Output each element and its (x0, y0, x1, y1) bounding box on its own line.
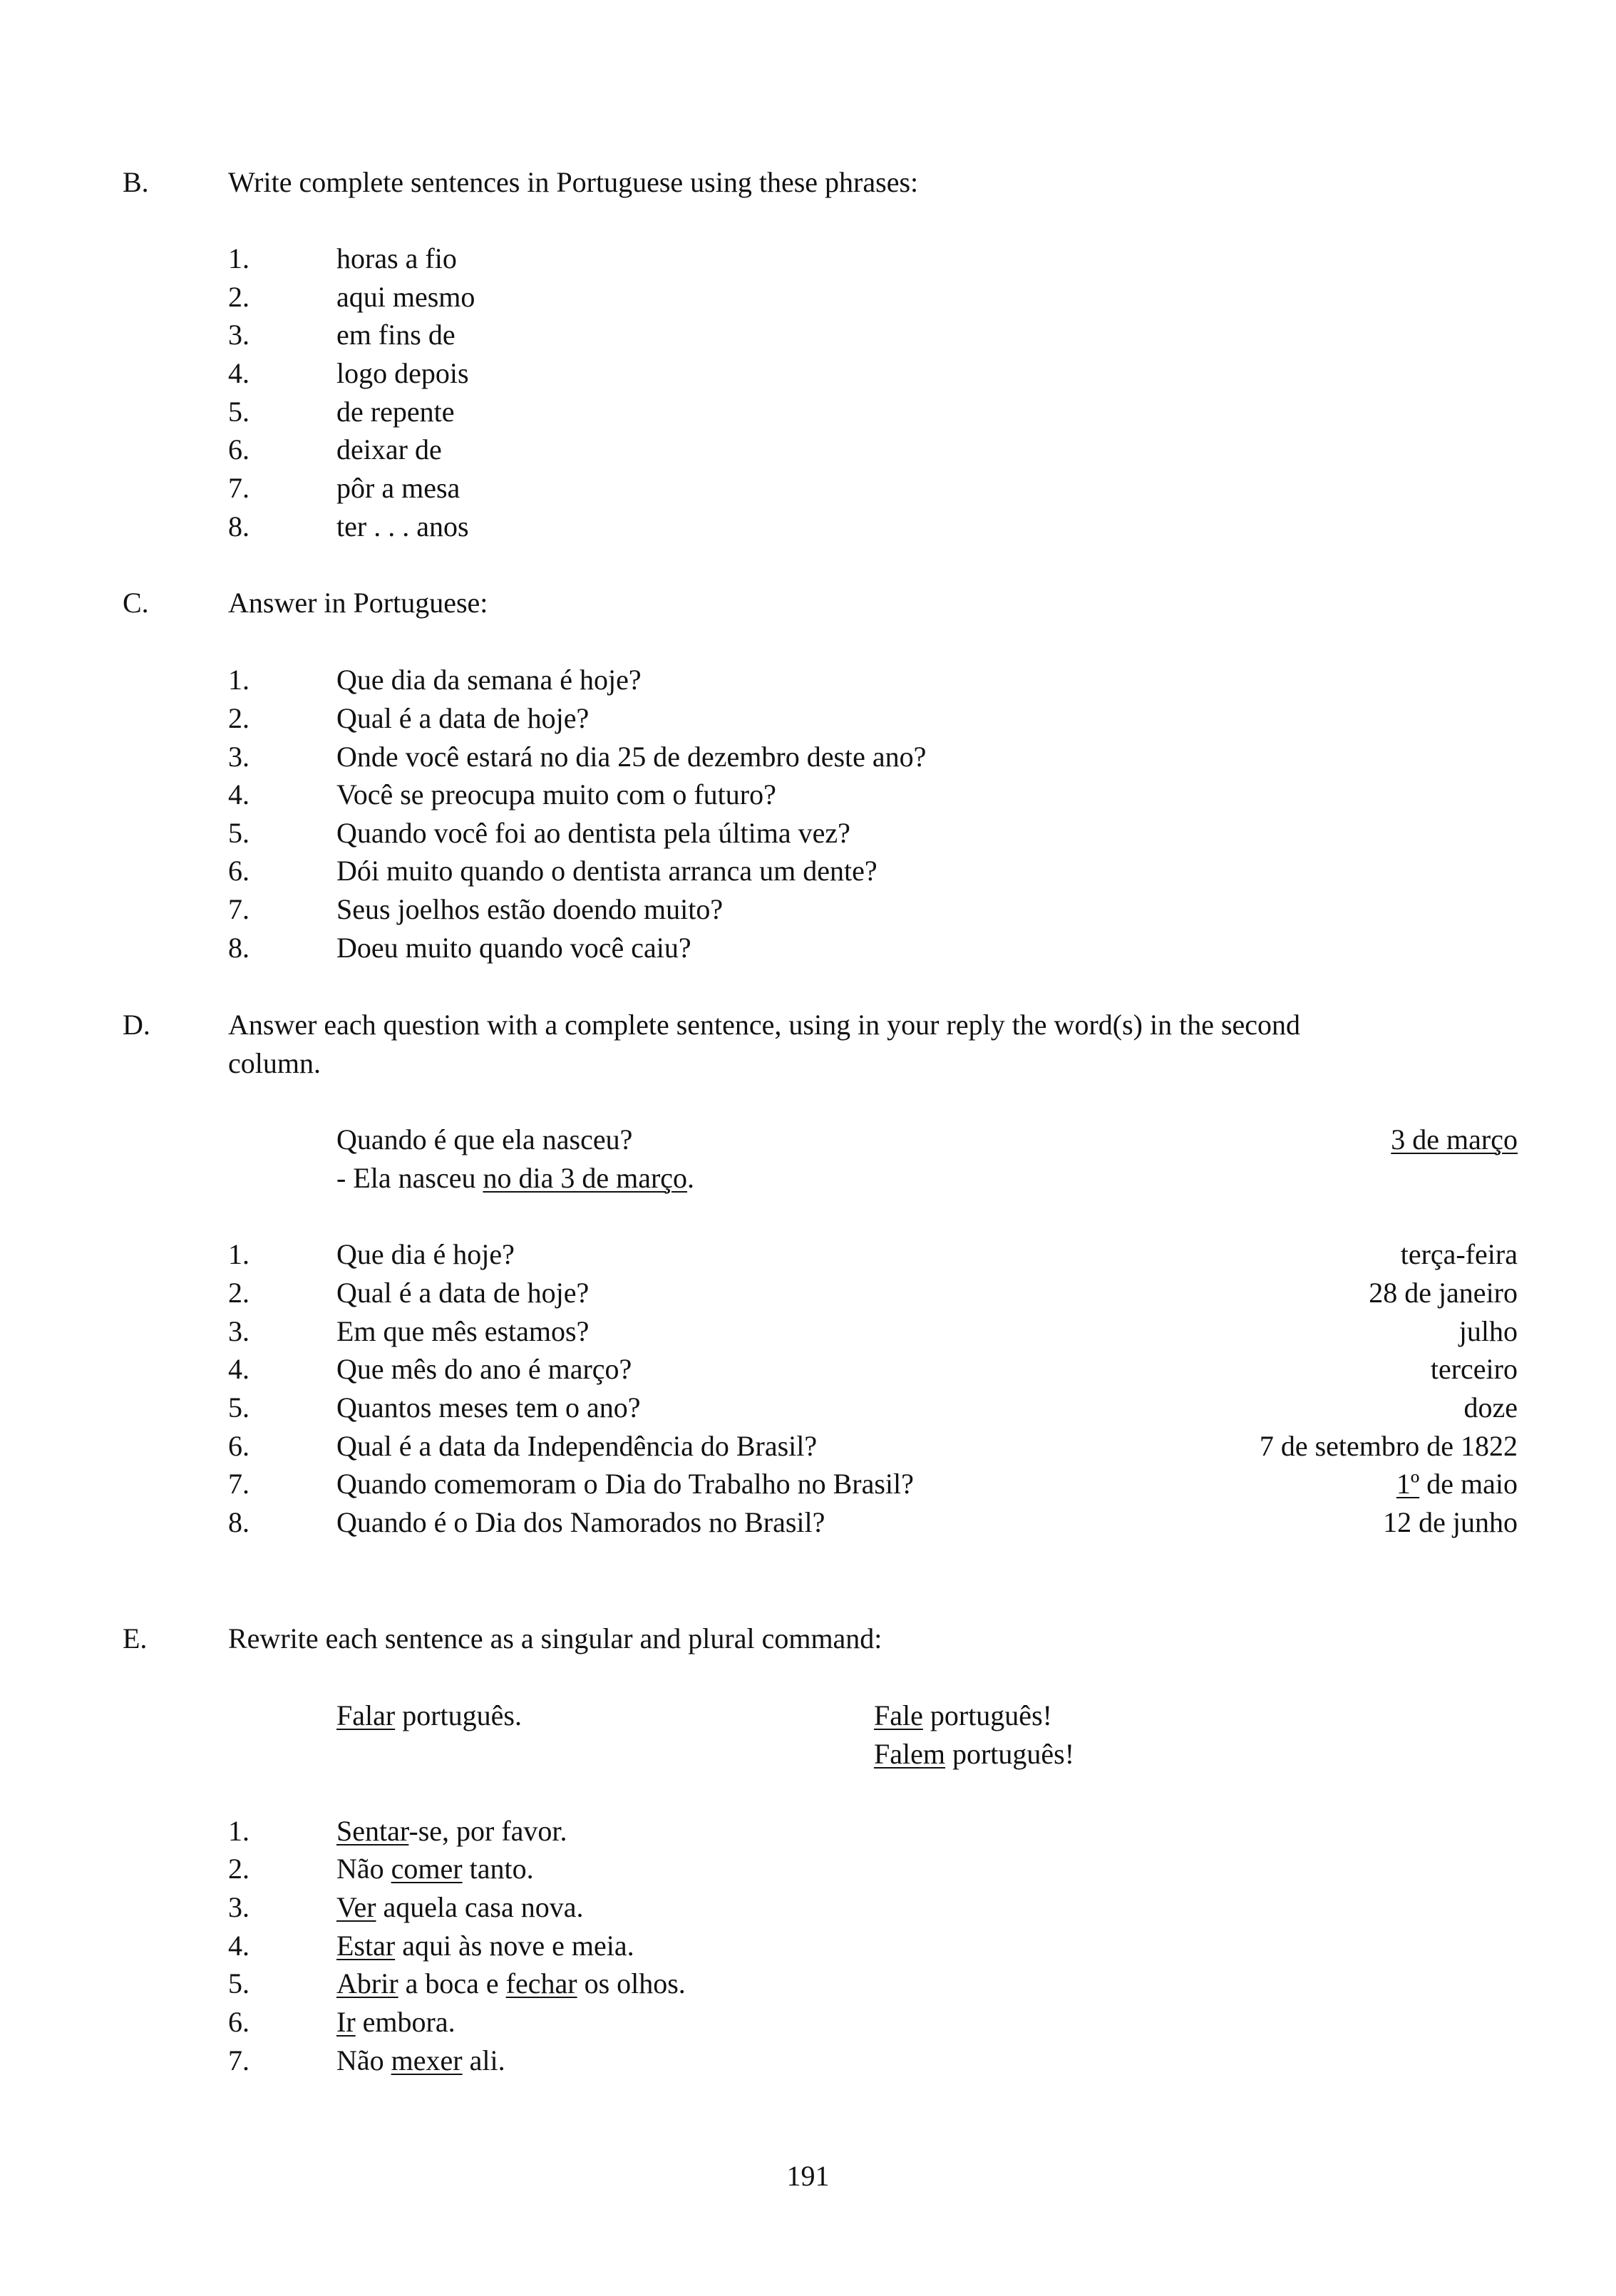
list-item-cue: 12 de junho (1383, 1506, 1518, 1538)
list-item-number: 7. (228, 893, 249, 925)
list-item: logo depois (336, 357, 469, 389)
section-c-instruction: Answer in Portuguese: (228, 587, 488, 619)
section-d-instruction-line2: column. (228, 1047, 321, 1079)
list-item: Estar aqui às nove e meia. (336, 1930, 634, 1962)
list-item: Em que mês estamos? (336, 1315, 590, 1347)
list-item-cue: doze (1463, 1391, 1518, 1424)
list-item-number: 7. (228, 1468, 249, 1500)
section-e-example-singular: Fale português! (874, 1699, 1052, 1731)
section-b-letter: B. (123, 166, 149, 198)
list-item-number: 1. (228, 242, 249, 274)
list-item-number: 5. (228, 817, 249, 849)
list-item: Quando você foi ao dentista pela última vez? (336, 817, 850, 849)
list-item-number: 8. (228, 1506, 249, 1538)
section-e-letter: E. (123, 1622, 148, 1654)
list-item: em fins de (336, 319, 456, 351)
list-item: Qual é a data de hoje? (336, 1277, 590, 1309)
section-d-instruction-line1: Answer each question with a complete sentence, using in your reply the word(s) in the second (228, 1009, 1301, 1041)
list-item: Quando é o Dia dos Namorados no Brasil? (336, 1506, 825, 1538)
list-item-number: 3. (228, 741, 249, 773)
list-item-cue: julho (1458, 1315, 1518, 1347)
list-item: Que dia é hoje? (336, 1238, 515, 1270)
list-item-number: 2. (228, 1277, 249, 1309)
section-e-example-plural: Falem português! (874, 1738, 1075, 1770)
list-item-number: 1. (228, 664, 249, 696)
list-item-cue: 7 de setembro de 1822 (1259, 1430, 1518, 1462)
list-item: Dói muito quando o dentista arranca um dente? (336, 855, 878, 887)
list-item-number: 4. (228, 1353, 249, 1385)
list-item: Ir embora. (336, 2006, 456, 2038)
list-item-number: 4. (228, 1930, 249, 1962)
list-item-cue: 1º de maio (1396, 1468, 1518, 1500)
section-d-example-cue: 3 de março (1391, 1123, 1518, 1155)
list-item-number: 3. (228, 1315, 249, 1347)
list-item: deixar de (336, 433, 442, 465)
list-item-number: 5. (228, 1391, 249, 1424)
section-d-letter: D. (123, 1009, 150, 1041)
list-item: ter . . . anos (336, 510, 469, 542)
list-item: Não comer tanto. (336, 1853, 534, 1885)
section-e-example-sentence: Falar português. (336, 1699, 522, 1731)
list-item: de repente (336, 396, 455, 428)
list-item-number: 6. (228, 1430, 249, 1462)
section-c-letter: C. (123, 587, 149, 619)
list-item-number: 3. (228, 319, 249, 351)
list-item: aqui mesmo (336, 281, 475, 313)
list-item: Qual é a data de hoje? (336, 702, 590, 734)
list-item: Doeu muito quando você caiu? (336, 932, 691, 964)
list-item-number: 1. (228, 1815, 249, 1847)
list-item: pôr a mesa (336, 472, 460, 504)
list-item: Não mexer ali. (336, 2044, 505, 2076)
section-b-instruction: Write complete sentences in Portuguese using these phrases: (228, 166, 919, 198)
list-item-cue: terceiro (1430, 1353, 1518, 1385)
list-item-number: 7. (228, 2044, 249, 2076)
list-item-number: 5. (228, 396, 249, 428)
list-item: Que mês do ano é março? (336, 1353, 632, 1385)
list-item-cue: terça-feira (1400, 1238, 1518, 1270)
section-d-example-question: Quando é que ela nasceu? (336, 1123, 633, 1155)
list-item: Você se preocupa muito com o futuro? (336, 778, 776, 810)
list-item-number: 4. (228, 778, 249, 810)
list-item-number: 3. (228, 1891, 249, 1923)
list-item-number: 8. (228, 510, 249, 542)
list-item-number: 2. (228, 1853, 249, 1885)
list-item-number: 4. (228, 357, 249, 389)
list-item: Qual é a data da Independência do Brasil? (336, 1430, 818, 1462)
list-item-number: 6. (228, 855, 249, 887)
list-item: Onde você estará no dia 25 de dezembro deste ano? (336, 741, 927, 773)
list-item-number: 1. (228, 1238, 249, 1270)
list-item-number: 7. (228, 472, 249, 504)
list-item: Abrir a boca e fechar os olhos. (336, 1967, 686, 1999)
list-item-number: 6. (228, 2006, 249, 2038)
list-item: Quantos meses tem o ano? (336, 1391, 641, 1424)
list-item-cue: 28 de janeiro (1369, 1277, 1518, 1309)
page-number: 191 (786, 2160, 830, 2192)
list-item: Sentar-se, por favor. (336, 1815, 567, 1847)
list-item-number: 6. (228, 433, 249, 465)
list-item-number: 8. (228, 932, 249, 964)
section-e-instruction: Rewrite each sentence as a singular and plural command: (228, 1622, 882, 1654)
list-item: Seus joelhos estão doendo muito? (336, 893, 724, 925)
list-item: horas a fio (336, 242, 457, 274)
section-d-example-answer: - Ela nasceu no dia 3 de março. (336, 1162, 695, 1194)
list-item-number: 5. (228, 1967, 249, 1999)
list-item: Ver aquela casa nova. (336, 1891, 584, 1923)
list-item: Que dia da semana é hoje? (336, 664, 642, 696)
list-item: Quando comemoram o Dia do Trabalho no Brasil? (336, 1468, 914, 1500)
list-item-number: 2. (228, 281, 249, 313)
list-item-number: 2. (228, 702, 249, 734)
